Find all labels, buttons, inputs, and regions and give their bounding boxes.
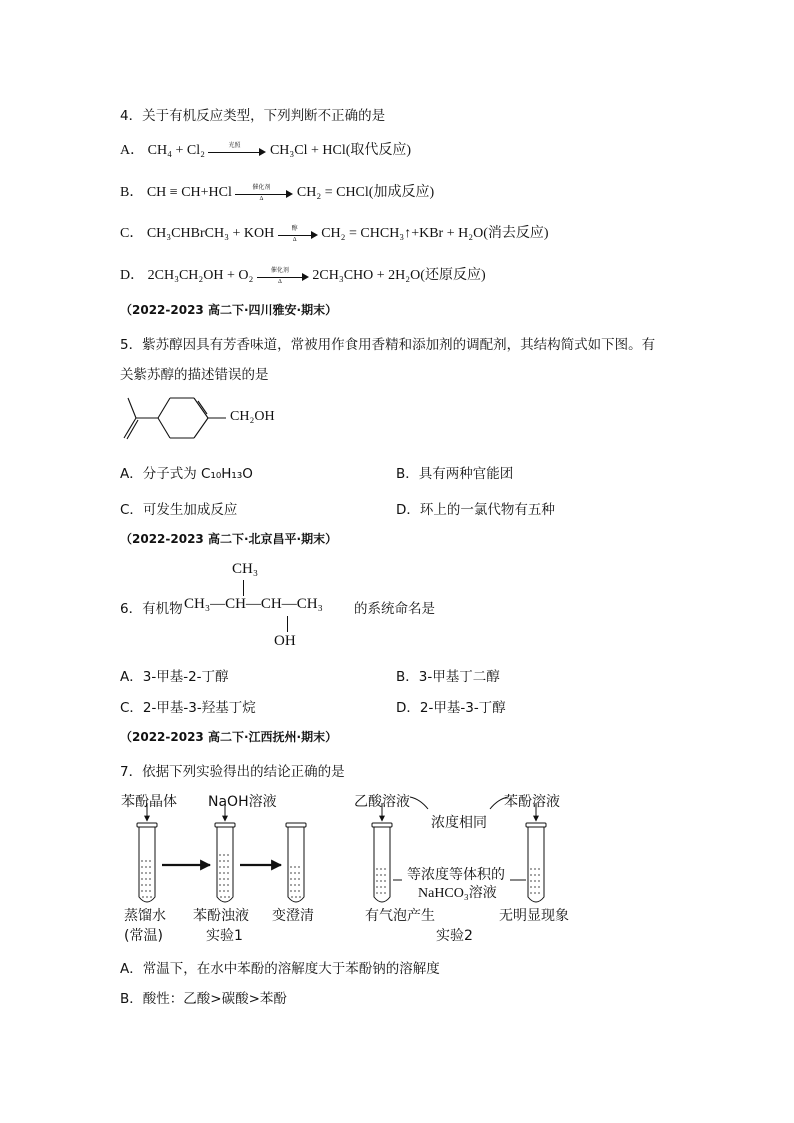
exp1-tube3-label: 变澄清 — [272, 908, 314, 924]
q6-bottom-substituent: OH — [274, 633, 296, 649]
exp2-tube1-label: 有气泡产生 — [365, 908, 435, 924]
reaction-type: (取代反应) — [345, 143, 412, 158]
arrow-condition: 光照 — [228, 142, 241, 149]
exp1-tube1-note: (常温) — [124, 928, 163, 944]
q6-option-b[interactable]: B．3-甲基丁二醇 — [396, 669, 500, 685]
exp1-reagent-phenol: 苯酚晶体 — [121, 794, 177, 810]
q4-option-c[interactable] — [120, 222, 549, 242]
arrow-condition: 催化剂 — [252, 184, 271, 191]
arrow-heat: Δ — [292, 236, 297, 243]
reactants: CH ≡ CH+HCl — [146, 185, 232, 200]
reaction-type: (还原反应) — [420, 268, 486, 283]
q6-option-c[interactable]: C．2-甲基-3-羟基丁烷 — [120, 700, 256, 716]
q5-option-b[interactable]: B．具有两种官能团 — [396, 466, 514, 482]
q4-option-a[interactable] — [120, 139, 411, 159]
q6-prefix: 6．有机物 — [120, 601, 183, 617]
exp1-tube2-label: 苯酚浊液 — [193, 908, 249, 924]
q5-stem-line2: 关紫苏醇的描述错误的是 — [120, 367, 269, 383]
reaction-type: (加成反应) — [368, 185, 435, 200]
arrow-heat: Δ — [259, 195, 264, 202]
q4-option-b[interactable] — [120, 181, 434, 201]
exp2-middle-line2: NaHCO₃溶液 — [418, 886, 497, 901]
arrow-condition: 催化剂 — [270, 267, 289, 274]
reaction-arrow — [208, 143, 266, 159]
exp2-reagent-phenol: 苯酚溶液 — [504, 794, 560, 810]
q6-main-chain: CH₃—CH—CH—CH₃ — [184, 596, 323, 612]
products: CH₃Cl + HCl — [269, 143, 346, 158]
arrow-heat: Δ — [277, 278, 282, 285]
bond-line — [243, 580, 244, 596]
q6-suffix: 的系统命名是 — [354, 601, 435, 617]
products: 2CH₃CHO + 2H₂O — [312, 268, 421, 283]
reaction-type: (消去反应) — [483, 226, 549, 241]
products: CH₂ = CHCH₃↑+KBr + H₂O — [321, 226, 484, 241]
reaction-arrow — [257, 268, 309, 284]
q5-option-a[interactable]: A．分子式为 C₁₀H₁₃O — [120, 466, 253, 482]
reaction-arrow — [278, 226, 318, 242]
reaction-arrow — [235, 185, 293, 201]
bond-line — [287, 616, 288, 632]
q7-option-a[interactable]: A．常温下，在水中苯酚的溶解度大于苯酚钠的溶解度 — [120, 961, 440, 977]
q7-stem: 7．依据下列实验得出的结论正确的是 — [120, 764, 345, 780]
q5-option-d[interactable]: D．环上的一氯代物有五种 — [396, 502, 555, 518]
source-tag: （2022-2023 高二下·北京昌平·期末） — [120, 532, 338, 546]
structure-group-label: CH₂OH — [230, 409, 275, 424]
q5-stem-line1: 5．紫苏醇因具有芳香味道，常被用作食用香精和添加剂的调配剂，其结构简式如下图。有 — [120, 337, 656, 353]
arrow-condition: 醇 — [291, 225, 298, 232]
exp2-middle-line1: 等浓度等体积的 — [407, 867, 505, 883]
q6-top-substituent: CH₃ — [232, 561, 259, 577]
q6-option-a[interactable]: A．3-甲基-2-丁醇 — [120, 669, 229, 685]
source-tag: （2022-2023 高二下·江西抚州·期末） — [120, 730, 338, 744]
products: CH₂ = CHCl — [296, 185, 369, 200]
option-label: A． — [120, 143, 145, 158]
source-tag: （2022-2023 高二下·四川雅安·期末） — [120, 303, 338, 317]
exp2-same-concentration: 浓度相同 — [431, 815, 487, 831]
exp1-reagent-naoh: NaOH溶液 — [208, 794, 277, 810]
reactants: CH₄ + Cl₂ — [147, 143, 205, 158]
option-label: C． — [120, 226, 144, 241]
q7-option-b[interactable]: B．酸性：乙酸>碳酸>苯酚 — [120, 991, 287, 1007]
option-label: D． — [120, 268, 145, 283]
q6-option-d[interactable]: D．2-甲基-3-丁醇 — [396, 700, 506, 716]
q5-option-c[interactable]: C．可发生加成反应 — [120, 502, 238, 518]
exp2-reagent-acetic: 乙酸溶液 — [354, 794, 410, 810]
exp1-caption: 实验1 — [206, 928, 243, 944]
q4-stem: 4．关于有机反应类型，下列判断不正确的是 — [120, 108, 386, 124]
exp2-tube2-label: 无明显现象 — [499, 908, 569, 924]
exp1-tube1-label: 蒸馏水 — [124, 908, 166, 924]
reactants: 2CH₃CH₂OH + O₂ — [147, 268, 254, 283]
option-label: B． — [120, 185, 144, 200]
exp2-caption: 实验2 — [436, 928, 473, 944]
q4-option-d[interactable] — [120, 264, 486, 284]
reactants: CH₃CHBrCH₃ + KOH — [146, 226, 275, 241]
